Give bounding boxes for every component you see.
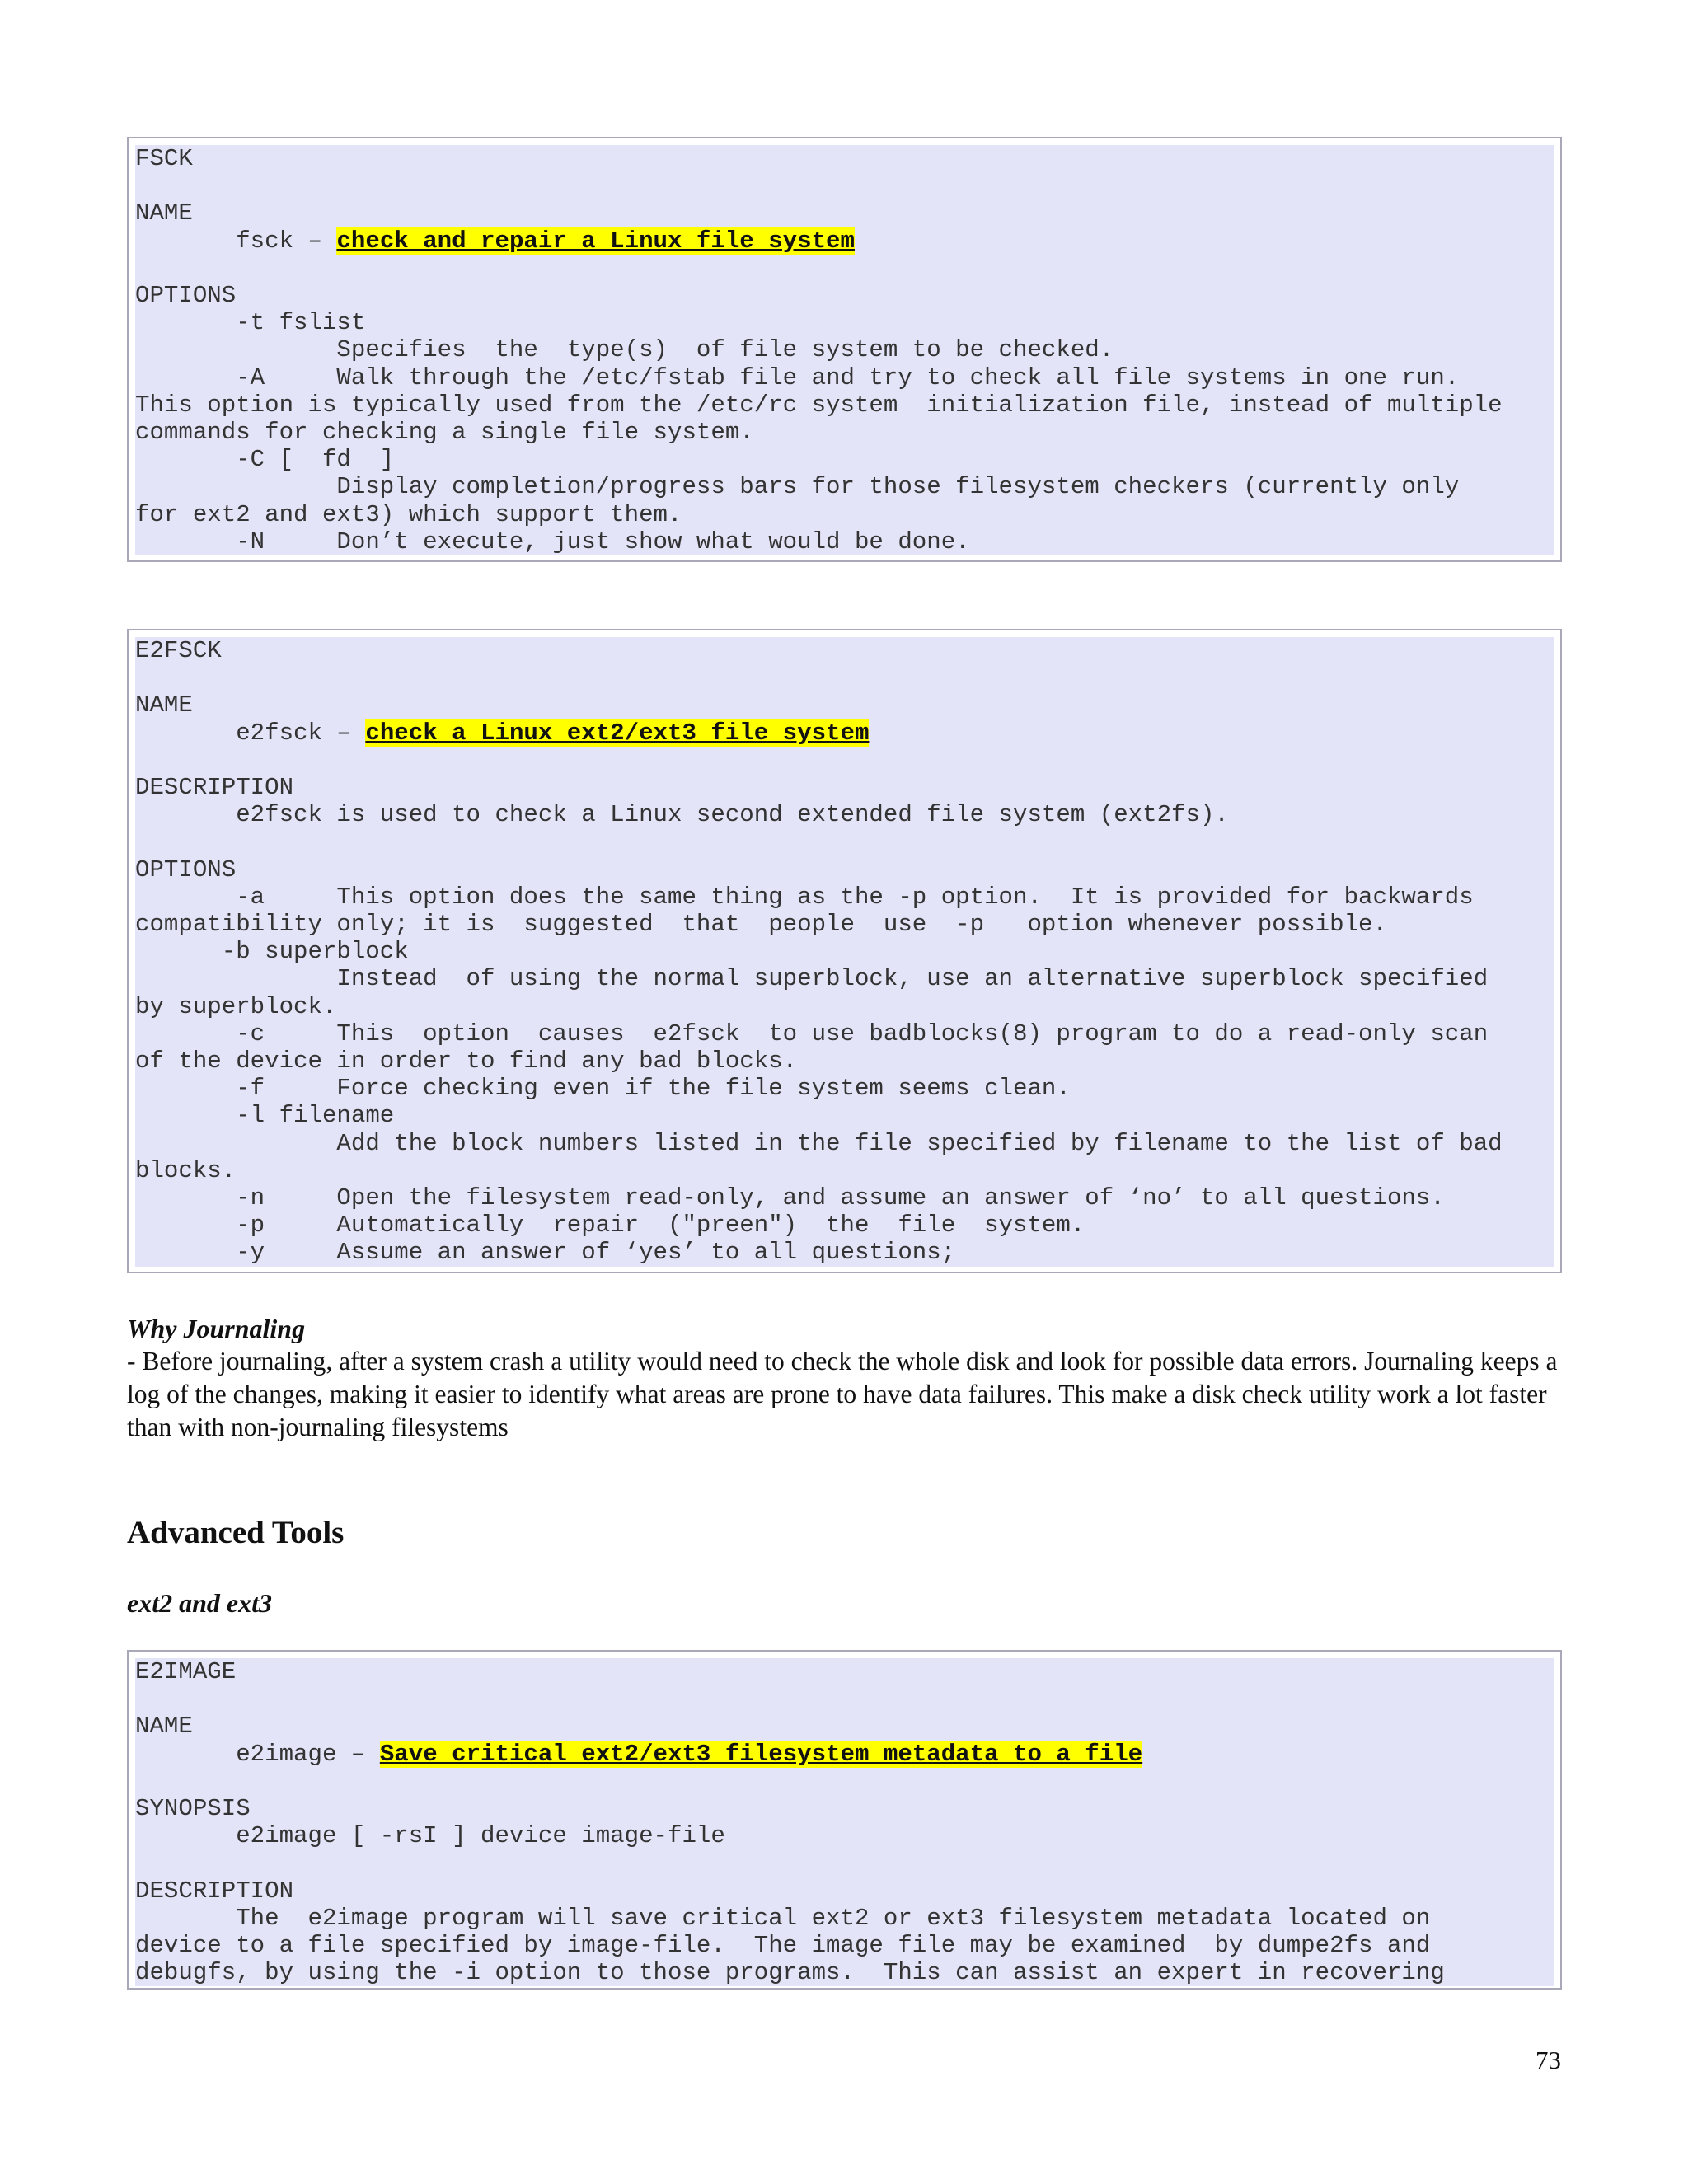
journaling-section xyxy=(127,1312,1563,1444)
fsck-manpage-content xyxy=(135,145,1554,555)
e2fsck-manpage-content xyxy=(135,637,1554,1267)
e2fsck-name-header: NAME xyxy=(135,691,193,719)
e2fsck-highlighted-summary: check a Linux ext2/ext3 file system xyxy=(365,719,870,747)
e2fsck-manpage-text: E2FSCK NAME e2fsck – check a Linux ext2/ext3 file system DESCRIPTION e2fsck is used to check a Linux second extended file system (ext2fs). OPTIONS -a This option does the same thing as the -p option. It is provided for backwards compatibility only; it is suggested that people use -p option whenever possible. -b superblock Instead of using the normal superblock, use an alternative superblock specified by superblock. -c This option causes e2fsck to use badblocks(8) program to do a read-only scan of the device in order to find any bad blocks. -f Force checking even if the file system seems clean. -l filename Add the block numbers listed in the file specified by filename to the list of bad blocks. -n Open the filesystem read-only, and assume an answer of ‘no’ to all questions. -p Automatically repair ("preen") the file system. -y Assume an answer of ‘yes’ to all questions; xyxy=(135,637,1503,1267)
e2image-synopsis-header: SYNOPSIS xyxy=(135,1795,251,1823)
journaling-paragraph: - Before journaling, after a system crash a utility would need to check the whole disk and look for possible data errors. Journaling keeps a log of the changes, making it easier to identify what areas are prone to have data failures. This make a disk check utility work a lot faster than with non-journaling filesystems xyxy=(127,1347,1558,1441)
e2fsck-description-header: DESCRIPTION xyxy=(135,774,294,802)
fsck-manpage-text: FSCK NAME fsck – check and repair a Linux file system OPTIONS -t fslist Specifies the type(s) of file system to be checked. -A Walk through the /etc/fstab file and try to check all file systems in one run. This option is typically used from the /etc/rc system initialization file, instead of multiple commands for checking a single file system. -C [ fd ] Display completion/progress bars for those filesystem checkers (currently only for ext2 and ext3) which support them. -N Don’t execute, just show what would be done. xyxy=(135,145,1503,555)
ext2-ext3-subsection xyxy=(127,1586,1563,1619)
advanced-tools-heading: Advanced Tools xyxy=(127,1515,345,1550)
e2image-manpage-text: E2IMAGE NAME e2image – Save critical ext2/ext3 filesystem metadata to a file SYNOPSIS e2image [ -rsI ] device image-file DESCRIPTION The e2image program will save critical ext2 or ext3 filesystem metadata located on device to a file specified by image-file. The image file may be examined by dumpe2fs and debugfs, by using the -i option to those programs. This can assist an expert in recovering xyxy=(135,1658,1445,1987)
fsck-highlighted-summary: check and repair a Linux file system xyxy=(336,227,855,255)
ext2-ext3-heading: ext2 and ext3 xyxy=(127,1588,272,1618)
page-number: 73 xyxy=(1536,2046,1561,2074)
fsck-manpage-box xyxy=(127,137,1562,562)
e2fsck-options-header: OPTIONS xyxy=(135,855,237,883)
e2fsck-manpage-box xyxy=(127,629,1562,1273)
journaling-heading: Why Journaling xyxy=(127,1314,306,1343)
fsck-name-header: NAME xyxy=(135,199,193,227)
e2image-manpage-box xyxy=(127,1650,1562,1990)
e2image-name-header: NAME xyxy=(135,1713,193,1741)
fsck-line: FSCK xyxy=(135,145,193,172)
e2image-description-header: DESCRIPTION xyxy=(135,1877,294,1905)
advanced-tools-section xyxy=(127,1513,1563,1553)
e2image-manpage-content xyxy=(135,1658,1554,1986)
fsck-options-header: OPTIONS xyxy=(135,282,237,310)
e2image-highlighted-summary: Save critical ext2/ext3 filesystem metadata to a file xyxy=(379,1740,1143,1768)
